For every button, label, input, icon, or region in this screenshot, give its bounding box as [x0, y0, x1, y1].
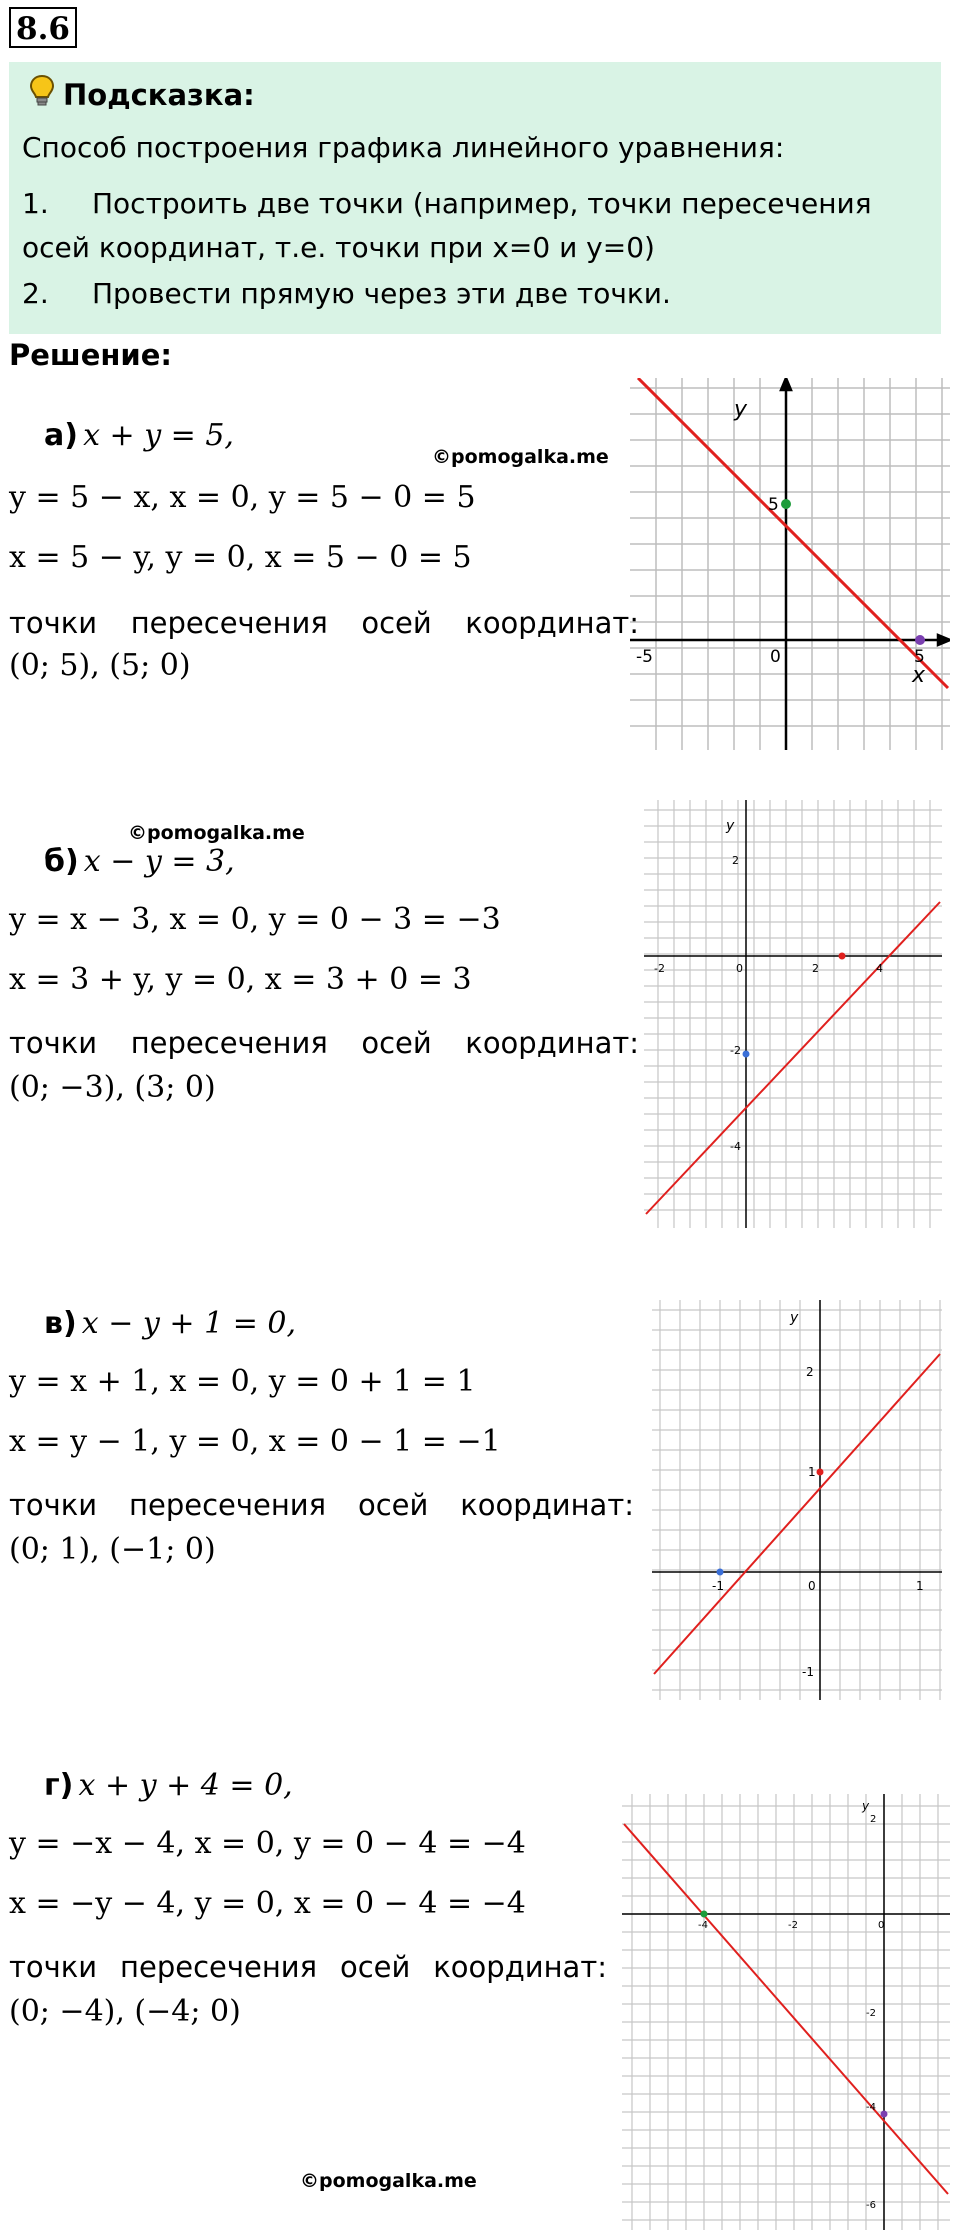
tick-label: 2	[806, 1365, 814, 1379]
intercept-point	[743, 1051, 750, 1058]
part-equation: x + y + 4 = 0,	[78, 1768, 293, 1803]
intercept-point	[717, 1569, 724, 1576]
watermark: ©pomogalka.me	[128, 822, 305, 844]
watermark: ©pomogalka.me	[432, 446, 609, 468]
part-d-line2: x = −y − 4, y = 0, x = 0 − 4 = −4	[9, 1886, 526, 1921]
part-c-line1: y = x + 1, x = 0, y = 0 + 1 = 1	[9, 1364, 476, 1399]
hint-step-1	[22, 184, 934, 224]
part-c-header	[44, 1306, 296, 1341]
graph-line	[638, 378, 948, 688]
tick-label: -4	[730, 1140, 741, 1153]
problem-number: 8.6	[9, 7, 77, 48]
intercept-point	[839, 953, 846, 960]
part-a-line2: x = 5 − y, y = 0, x = 5 − 0 = 5	[9, 540, 472, 575]
part-label: б)	[44, 844, 79, 879]
part-d-header	[44, 1768, 293, 1803]
hint-header	[29, 74, 255, 115]
graph-line	[624, 1824, 948, 2194]
tick-label: -5	[636, 647, 653, 667]
part-c-points: (0; 1), (−1; 0)	[9, 1532, 216, 1567]
tick-label: 0	[770, 647, 781, 667]
part-a-header	[44, 418, 234, 453]
axis-label-y: y	[790, 1310, 799, 1326]
lightbulb-icon	[29, 74, 55, 115]
tick-label: 1	[916, 1579, 924, 1593]
tick-label: 4	[876, 962, 883, 975]
intercept-point	[817, 1469, 824, 1476]
part-d-intersect-label: точки пересечения осей координат:	[9, 1950, 607, 1984]
part-d-line1: y = −x − 4, x = 0, y = 0 − 4 = −4	[9, 1826, 526, 1861]
hint-box	[9, 62, 941, 334]
part-a-intersect-label: точки пересечения осей координат:	[9, 606, 639, 640]
part-c-line2: x = y − 1, y = 0, x = 0 − 1 = −1	[9, 1424, 501, 1459]
tick-label: 2	[732, 854, 739, 867]
part-d-points: (0; −4), (−4; 0)	[9, 1994, 241, 2029]
hint-step-2	[22, 274, 934, 314]
tick-label: -1	[712, 1579, 724, 1593]
part-a-points: (0; 5), (5; 0)	[9, 648, 191, 683]
hint-step-1-cont: осей координат, т.е. точки при x=0 и y=0)	[22, 231, 655, 264]
tick-label: -2	[866, 2008, 876, 2019]
step-number: 1.	[22, 187, 49, 220]
axis-label-y: y	[726, 818, 735, 834]
graph-line	[654, 1354, 940, 1674]
step-text: Провести прямую через эти две точки.	[92, 277, 671, 310]
hint-title: Подсказка:	[63, 77, 255, 112]
part-b-line2: x = 3 + y, y = 0, x = 3 + 0 = 3	[9, 962, 472, 997]
tick-label: -1	[802, 1665, 814, 1679]
intercept-point	[781, 499, 791, 509]
part-equation: x − y = 3,	[83, 844, 235, 879]
tick-label: 5	[914, 647, 925, 667]
axis-label-y: y	[862, 1799, 870, 1813]
part-equation: x − y + 1 = 0,	[81, 1306, 297, 1341]
part-b-intersect-label: точки пересечения осей координат:	[9, 1026, 639, 1060]
graph-d	[622, 1794, 950, 2230]
intercept-point	[915, 635, 925, 645]
tick-label: 2	[870, 1814, 877, 1825]
tick-label: 0	[808, 1579, 816, 1593]
tick-label: -4	[866, 2102, 876, 2113]
tick-label: 5	[768, 495, 779, 515]
part-label: в)	[44, 1306, 77, 1341]
graph-a	[630, 378, 950, 750]
part-a-line1: y = 5 − x, x = 0, y = 5 − 0 = 5	[9, 480, 476, 515]
part-label: а)	[44, 418, 78, 453]
watermark: ©pomogalka.me	[300, 2170, 477, 2192]
step-text: Построить две точки (например, точки пересечения	[92, 187, 872, 220]
step-number: 2.	[22, 277, 49, 310]
graph-c	[652, 1300, 942, 1700]
tick-label: -2	[788, 1920, 798, 1931]
tick-label: -2	[730, 1044, 741, 1057]
part-label: г)	[44, 1768, 74, 1803]
tick-label: -2	[654, 962, 665, 975]
part-equation: x + y = 5,	[83, 418, 234, 453]
graph-b	[644, 800, 942, 1228]
tick-label: -4	[698, 1920, 708, 1931]
tick-label: 0	[878, 1920, 885, 1931]
part-b-points: (0; −3), (3; 0)	[9, 1070, 216, 1105]
tick-label: 1	[808, 1465, 816, 1479]
tick-label: 0	[736, 962, 743, 975]
intercept-point	[701, 1911, 708, 1918]
axis-label-y: y	[734, 397, 748, 422]
hint-intro: Способ построения графика линейного уравнения:	[22, 131, 785, 164]
part-b-line1: y = x − 3, x = 0, y = 0 − 3 = −3	[9, 902, 501, 937]
intercept-point	[881, 2111, 888, 2118]
tick-label: 2	[812, 962, 819, 975]
part-c-intersect-label: точки пересечения осей координат:	[9, 1488, 634, 1522]
tick-label: -6	[866, 2200, 876, 2211]
solution-heading: Решение:	[9, 338, 173, 372]
axis-label-x: x	[912, 663, 926, 688]
part-b-header	[44, 844, 235, 879]
